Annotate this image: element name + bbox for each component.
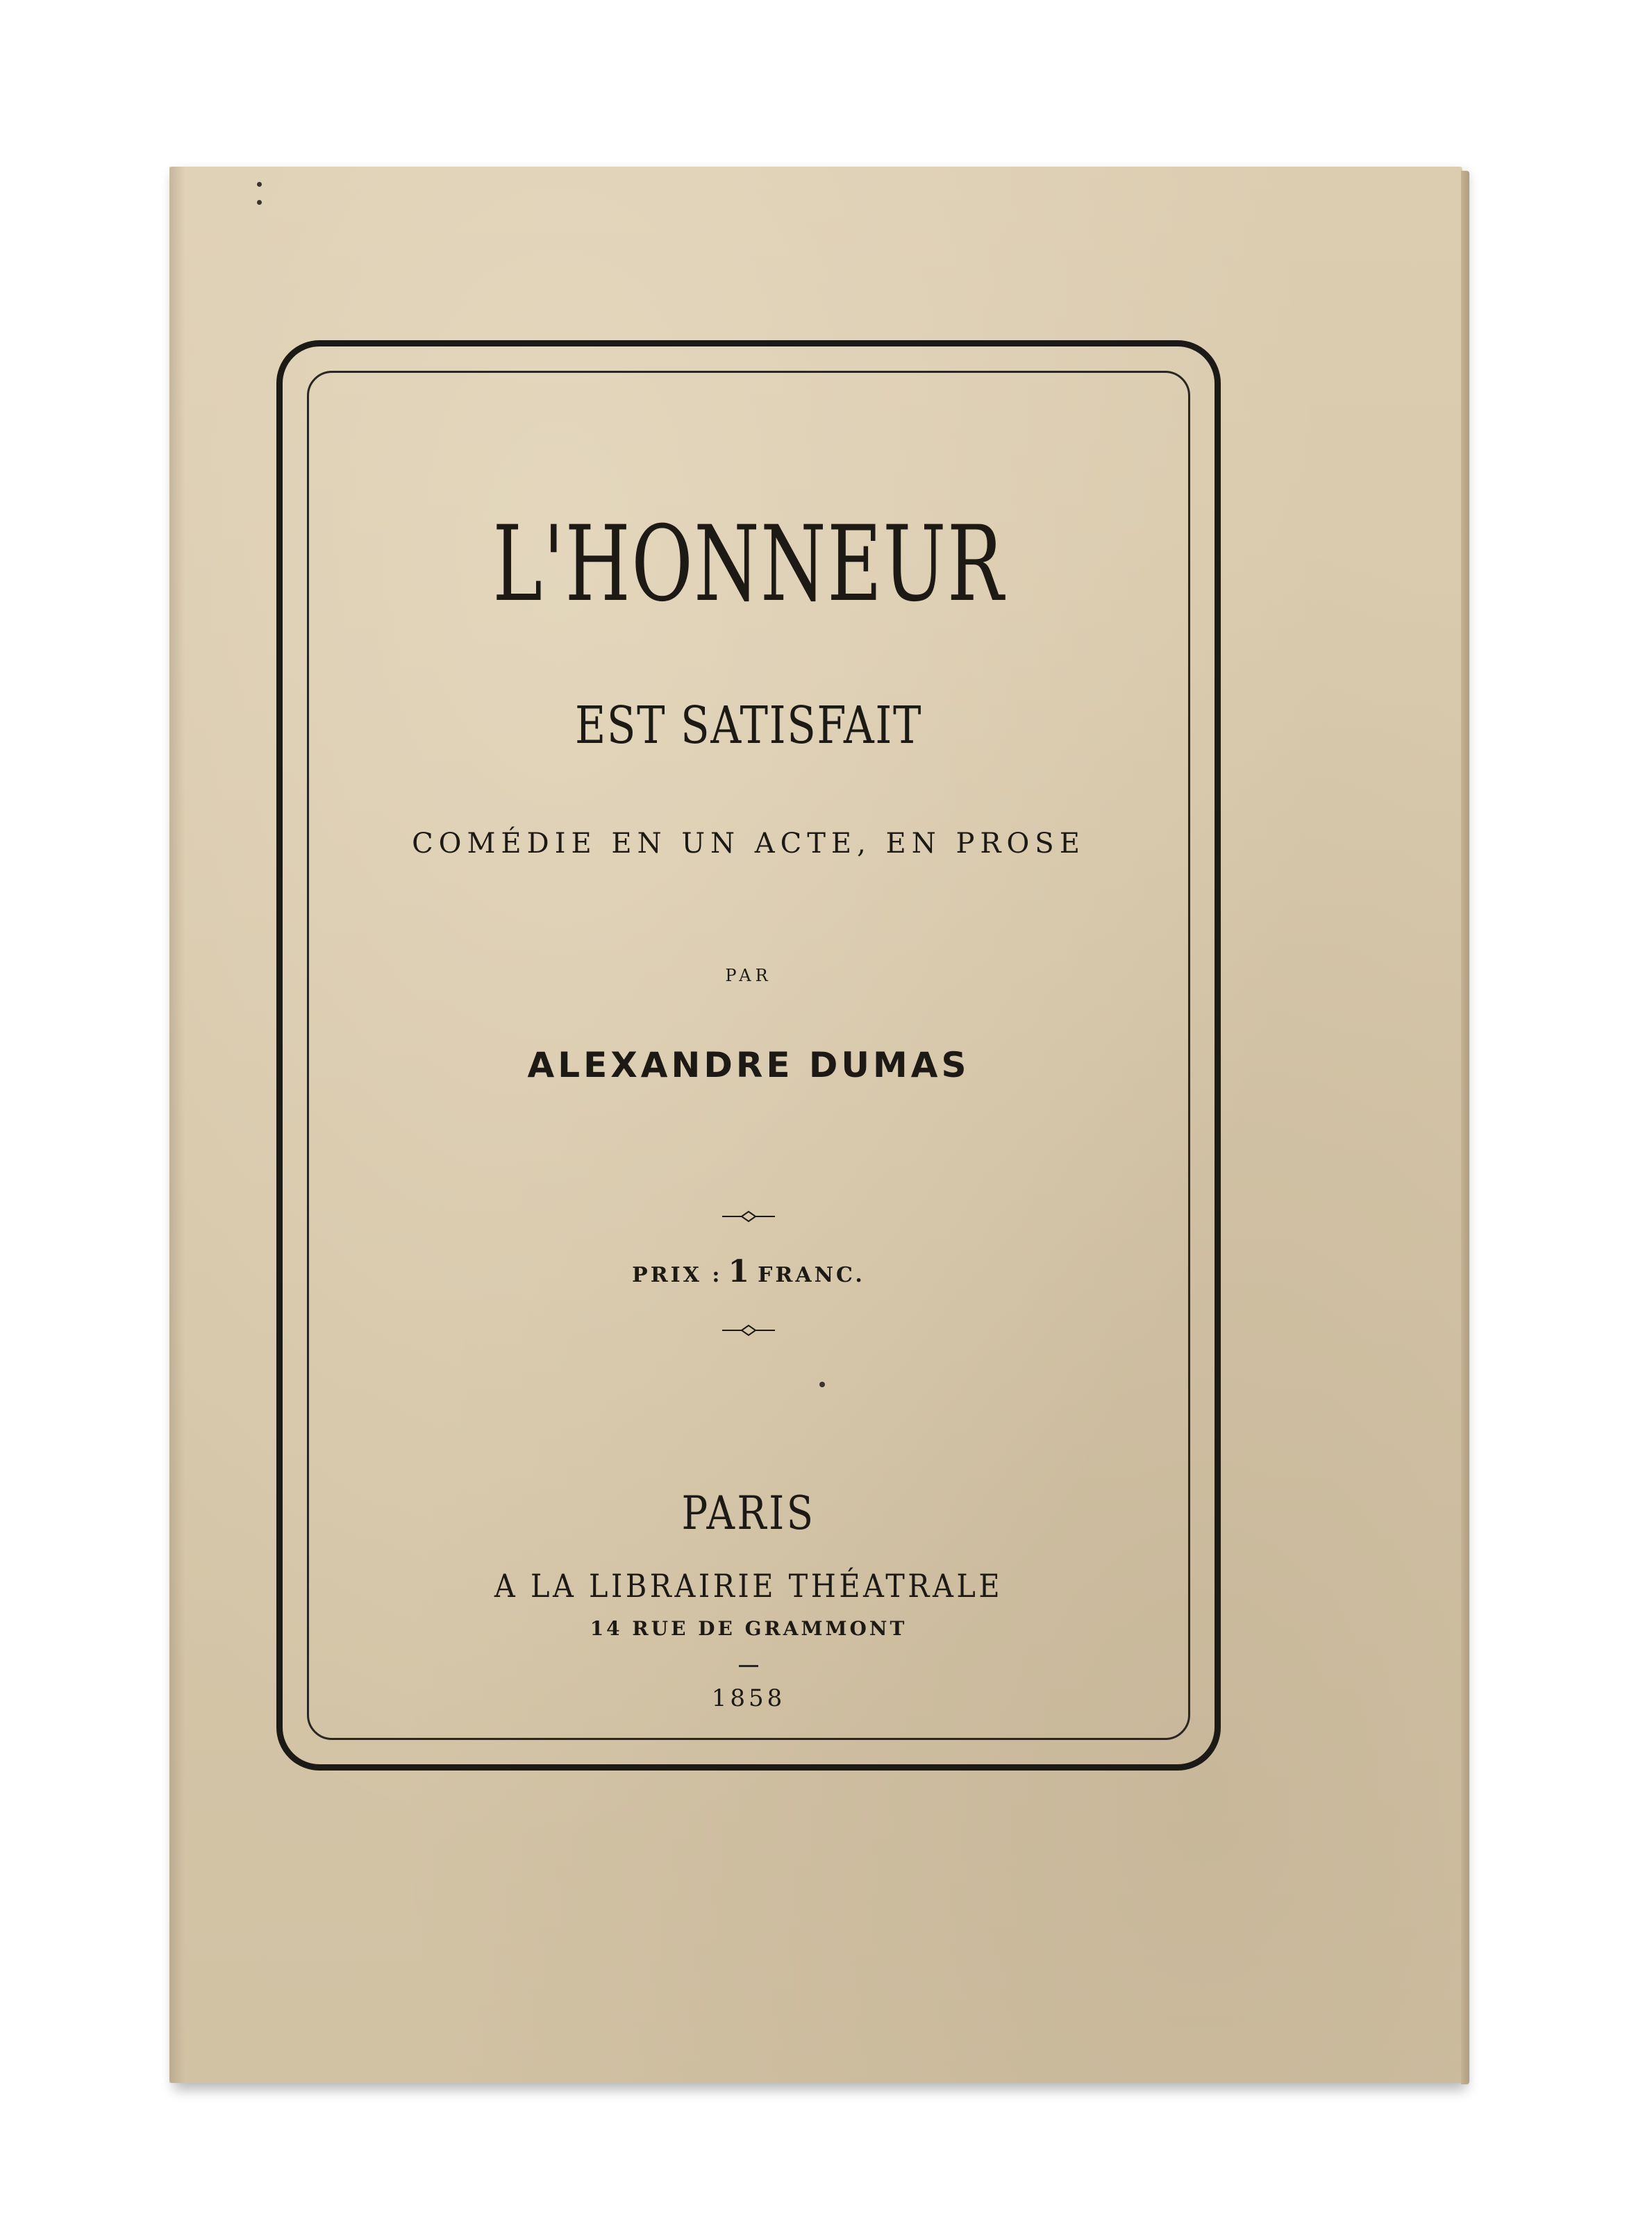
book-subtitle: EST SATISFAIT [574,696,923,755]
author-name: ALEXANDRE DUMAS [527,1045,970,1085]
publication-city: PARIS [681,1487,816,1540]
price-label: PRIX : [632,1263,723,1287]
book-genre: COMÉDIE EN UN ACTE, EN PROSE [412,828,1085,860]
publication-year: 1858 [711,1684,786,1712]
price-currency: FRANC. [758,1263,865,1287]
ornament-top-icon [722,1208,775,1225]
publisher-name: A LA LIBRAIRIE THÉATRALE [494,1567,1003,1605]
paper-speck [257,200,262,205]
book-title: L'HONNEUR [492,504,1005,625]
by-label: PAR [725,966,772,985]
paper-speck [819,1382,825,1387]
price-line [307,1254,1190,1291]
publisher-address: 14 RUE DE GRAMMONT [590,1617,908,1640]
ornament-bottom-icon [722,1322,775,1339]
page-edges [1461,171,1469,2084]
spine-edge [169,167,185,2083]
price-amount: 1 [728,1254,753,1289]
paper-speck [257,182,262,187]
separator-dash [739,1665,758,1667]
